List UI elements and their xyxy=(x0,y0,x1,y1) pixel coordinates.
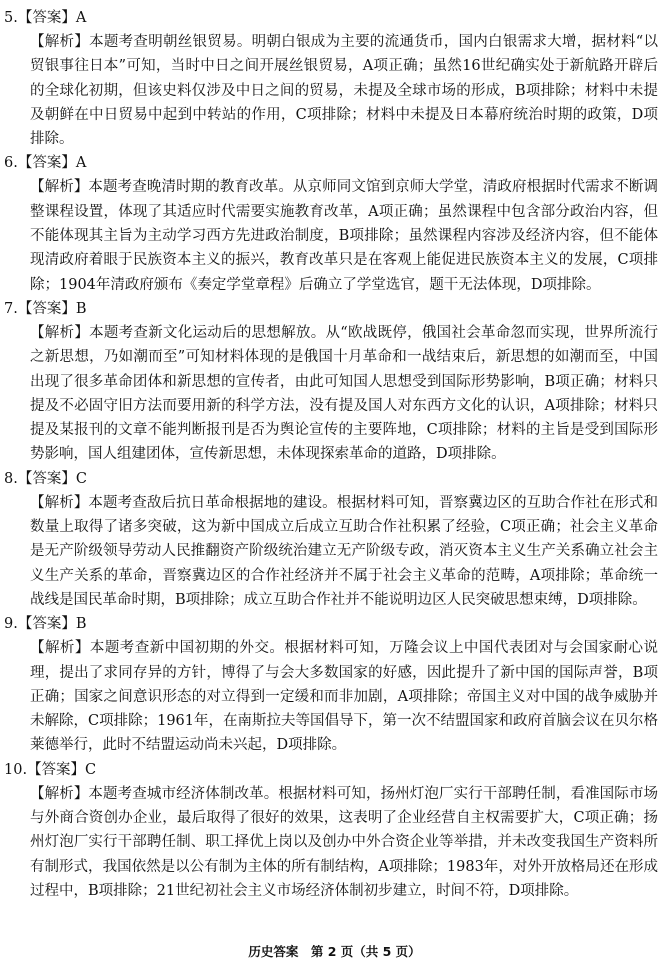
question-number: 10. xyxy=(4,761,28,778)
question-number: 7. xyxy=(4,300,18,317)
question-number: 6. xyxy=(4,155,18,172)
answer-text: 【答案】A xyxy=(17,155,87,172)
answer-text: 【答案】C xyxy=(27,761,97,778)
question-number: 9. xyxy=(4,616,18,633)
answer-content xyxy=(4,6,658,903)
answer-line xyxy=(4,758,658,782)
explanation-text: 【解析】本题考查敌后抗日革命根据地的建设。根据材料可知，晋察冀边区的互助合作社在形式和数量上取得了诸多突破，这为新中国成立后成立互助合作社积累了经验，C项正确；社会主义革命是无产阶级领导劳动人民推翻资产阶级统治建立无产阶级专政，消灭资本主义生产关系确立社会主义生产关系的革命，晋察冀边区的合作社经济并不属于社会主义革命的范畴，A项排除；革命统一战线是国民革命时期，B项排除；成立互助合作社并不能说明边区人民突破思想束缚，D项排除。 xyxy=(30,494,658,608)
question-8 xyxy=(4,467,658,612)
answer-line xyxy=(4,467,658,491)
page-footer: 历史答案 第 2 页（共 5 页） xyxy=(248,944,421,959)
explanation-text: 【解析】本题考查新文化运动后的思想解放。从“欧战既停，俄国社会革命忽而实现，世界所流行之新思想，乃如潮而至”可知材料体现的是俄国十月革命和一战结束后，新思想的如潮而至，中国出现了很多革命团体和新思想的宣传者，由此可知国人思想受到国际形势影响，B项正确；材料只提及不必固守旧方法而要用新的科学方法，没有提及国人对东西方文化的认识，A项排除；材料只提及某报刊的文章不能判断报刊是否为舆论宣传的主要阵地，C项排除；材料的主旨是受到国际形势影响，国人组建团体，宣传新思想，未体现探索革命的道路，D项排除。 xyxy=(30,324,658,463)
answer-line xyxy=(4,6,658,30)
answer-line xyxy=(4,151,658,175)
question-6 xyxy=(4,151,658,296)
answer-line xyxy=(4,297,658,321)
answer-text: 【答案】B xyxy=(17,300,87,317)
explanation-text: 【解析】本题考查晚清时期的教育改革。从京师同文馆到京师大学堂，清政府根据时代需求不断调整课程设置，体现了其适应时代需要实施教育改革，A项正确；虽然课程中包含部分政治内容，但不能体现其主旨为主动学习西方先进政治制度，B项排除；虽然课程内容涉及经济内容，但不能体现清政府着眼于民族资本主义的振兴，教育改革只是在客观上能促进民族资本主义的发展，C项排除；1904年清政府颁布《奏定学堂章程》后确立了学堂选官，题干无法体现，D项排除。 xyxy=(30,179,658,293)
question-5 xyxy=(4,6,658,151)
question-7 xyxy=(4,297,658,467)
explanation-text: 【解析】本题考查新中国初期的外交。根据材料可知，万隆会议上中国代表团对与会国家耐心说理，提出了求同存异的方针，博得了与会大多数国家的好感，因此提升了新中国的国际声誉，B项正确；国家之间意识形态的对立得到一定缓和而非加剧，A项排除；帝国主义对中国的战争威胁并未解除，C项排除；1961年，在南斯拉夫等国倡导下，第一次不结盟国家和政府首脑会议在贝尔格莱德举行，此时不结盟运动尚未兴起，D项排除。 xyxy=(30,640,658,754)
answer-text: 【答案】A xyxy=(17,10,87,26)
question-number: 5. xyxy=(4,10,18,26)
answer-line xyxy=(4,612,658,636)
question-number: 8. xyxy=(4,470,18,487)
question-10 xyxy=(4,758,658,903)
question-9 xyxy=(4,612,658,757)
answer-text: 【答案】C xyxy=(17,470,87,487)
explanation-text: 【解析】本题考查明朝丝银贸易。明朝白银成为主要的流通货币，国内白银需求大增，据材料“以贸银事往日本”可知，当时中日之间开展丝银贸易，A项正确；虽然16世纪确实处于新航路开辟后的全球化初期，但该史料仅涉及中日之间的贸易，未提及全球市场的形成，B项排除；材料中未提及朝鲜在中日贸易中起到中转站的作用，C项排除；材料中未提及日本幕府统治时期的政策，D项排除。 xyxy=(30,34,658,148)
answer-text: 【答案】B xyxy=(17,616,87,633)
explanation-text: 【解析】本题考查城市经济体制改革。根据材料可知，扬州灯泡厂实行干部聘任制，看准国际市场与外商合资创办企业，最后取得了很好的效果，这表明了企业经营自主权需要扩大，C项正确；扬州灯泡厂实行干部聘任制、职工择优上岗以及创办中外合资企业等举措，并未改变我国生产资料所有制形式，我国依然是以公有制为主体的所有制结构，A项排除；1983年，对外开放格局还在形成过程中，B项排除；21世纪初社会主义市场经济体制初步建立，时间不符，D项排除。 xyxy=(30,785,658,899)
